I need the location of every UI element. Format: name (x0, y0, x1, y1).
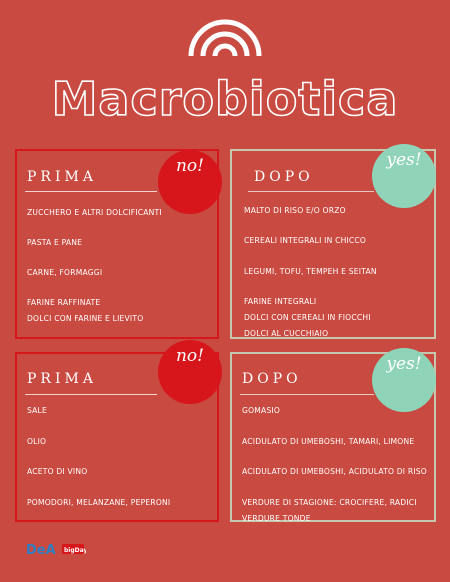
list-item: PASTA E PANE (27, 238, 83, 247)
list-item: VERDURE DI STAGIONE: CROCIFERE, RADICI (242, 498, 417, 507)
list-item: OLIO (27, 437, 47, 446)
divider (248, 191, 374, 192)
list-item: DOLCI CON CEREALI IN FIOCCHI (244, 313, 371, 322)
list-item: DOLCI AL CUCCHIAIO (244, 329, 329, 338)
list-item: POMODORI, MELANZANE, PEPERONI (27, 498, 171, 507)
arc-logo-icon (187, 18, 263, 58)
divider (25, 191, 157, 192)
panel-heading: DOPO (254, 169, 314, 185)
dea-logo-icon (26, 541, 86, 557)
list-item: SALE (27, 406, 47, 415)
page-title: Macrobiotica (51, 72, 399, 126)
list-item: FARINE RAFFINATE (27, 298, 101, 307)
svg-text:DeA: DeA (26, 543, 56, 557)
panel-heading: PRIMA (27, 169, 97, 185)
list-item: ZUCCHERO E ALTRI DOLCIFICANTI (27, 208, 162, 217)
svg-text:bigDay: bigDay (64, 547, 86, 554)
list-item: MALTO DI RISO E/O ORZO (244, 206, 346, 215)
divider (25, 394, 157, 395)
divider (240, 394, 374, 395)
no-badge: no! (158, 340, 222, 404)
list-item: VERDURE TONDE (242, 514, 311, 523)
no-badge: no! (158, 150, 222, 214)
yes-badge: yes! (372, 348, 436, 412)
list-item: ACETO DI VINO (27, 467, 88, 476)
list-item: GOMASIO (242, 406, 281, 415)
list-item: FARINE INTEGRALI (244, 297, 317, 306)
list-item: CEREALI INTEGRALI IN CHICCO (244, 236, 367, 245)
list-item: LEGUMI, TOFU, TEMPEH E SEITAN (244, 267, 377, 276)
list-item: ACIDULATO DI UMEBOSHI, TAMARI, LIMONE (242, 437, 415, 446)
list-item: ACIDULATO DI UMEBOSHI, ACIDULATO DI RISO (242, 467, 427, 476)
list-item: CARNE, FORMAGGI (27, 268, 103, 277)
panel-heading: DOPO (242, 371, 302, 387)
list-item: DOLCI CON FARINE E LIEVITO (27, 314, 144, 323)
yes-badge: yes! (372, 144, 436, 208)
panel-heading: PRIMA (27, 371, 97, 387)
brand-logo (26, 541, 86, 557)
